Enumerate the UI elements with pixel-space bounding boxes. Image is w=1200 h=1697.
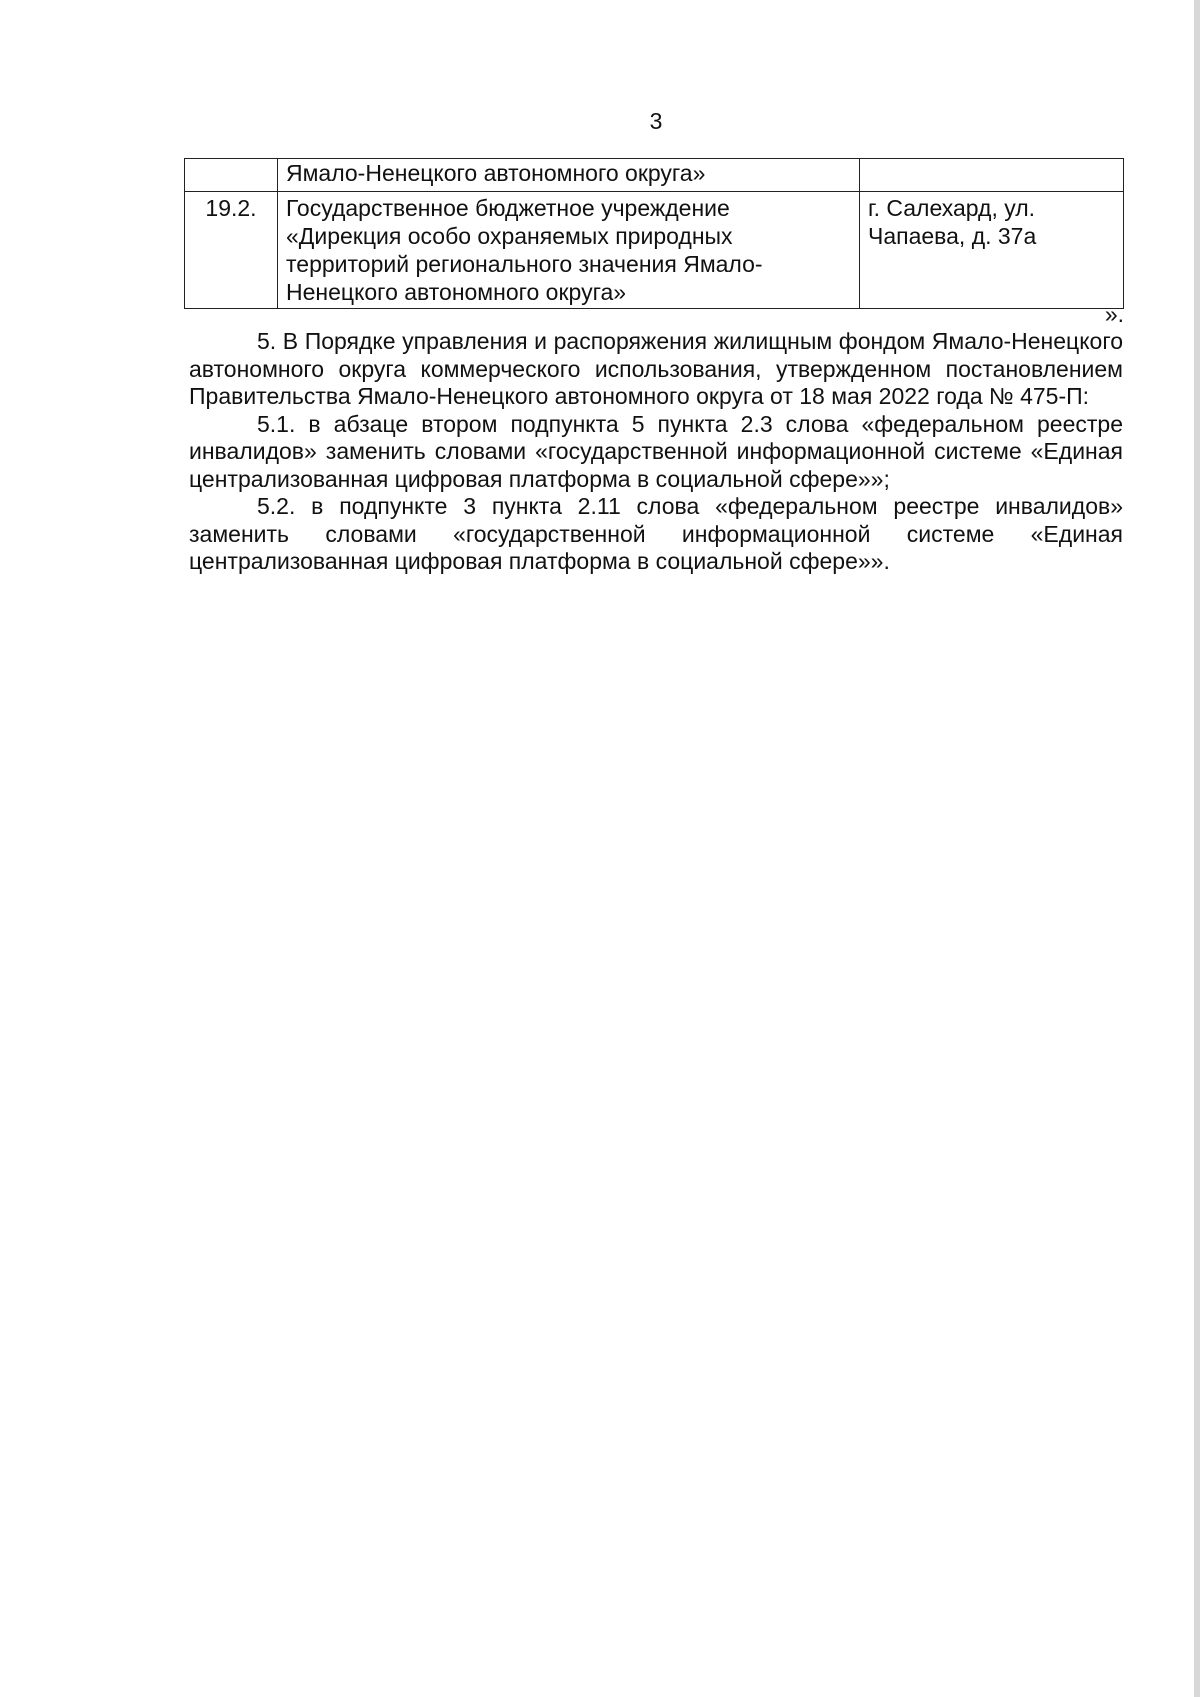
document-body	[189, 328, 1123, 576]
table-cell-address	[860, 159, 1124, 192]
table-cell-number: 19.2.	[185, 192, 278, 309]
table-cell-name: Государственное бюджетное учреждение «Дирекция особо охраняемых природных территорий регионального значения Ямало-Ненецкого автономного округа»	[278, 192, 860, 309]
table-closing-quote: ».	[1104, 301, 1124, 327]
page-number: 3	[649, 108, 663, 134]
paragraph-5: 5. В Порядке управления и распоряжения жилищным фондом Ямало-Ненецкого автономного округа коммерческого использования, утвержденном постановлением Правительства Ямало-Ненецкого автономного округа от 18 мая 2022 года № 475-П:	[189, 328, 1123, 409]
paragraph-5-2: 5.2. в подпункте 3 пункта 2.11 слова «федеральном реестре инвалидов» заменить словами «государственной информационной системе «Единая централизованная цифровая платформа в социальной сфере»».	[189, 493, 1123, 574]
table-row	[185, 159, 1124, 192]
table-cell-address: г. Салехард, ул. Чапаева, д. 37а	[860, 192, 1124, 309]
table-row	[185, 192, 1124, 309]
table-cell-name: Ямало-Ненецкого автономного округа»	[278, 159, 860, 192]
page-edge-shadow	[1194, 0, 1200, 1697]
institutions-table	[184, 158, 1124, 309]
paragraph-5-1: 5.1. в абзаце втором подпункта 5 пункта 2.3 слова «федеральном реестре инвалидов» заменить словами «государственной информационной системе «Единая централизованная цифровая платформа в социальной сфере»»;	[189, 410, 1123, 492]
table-cell-number	[185, 159, 278, 192]
